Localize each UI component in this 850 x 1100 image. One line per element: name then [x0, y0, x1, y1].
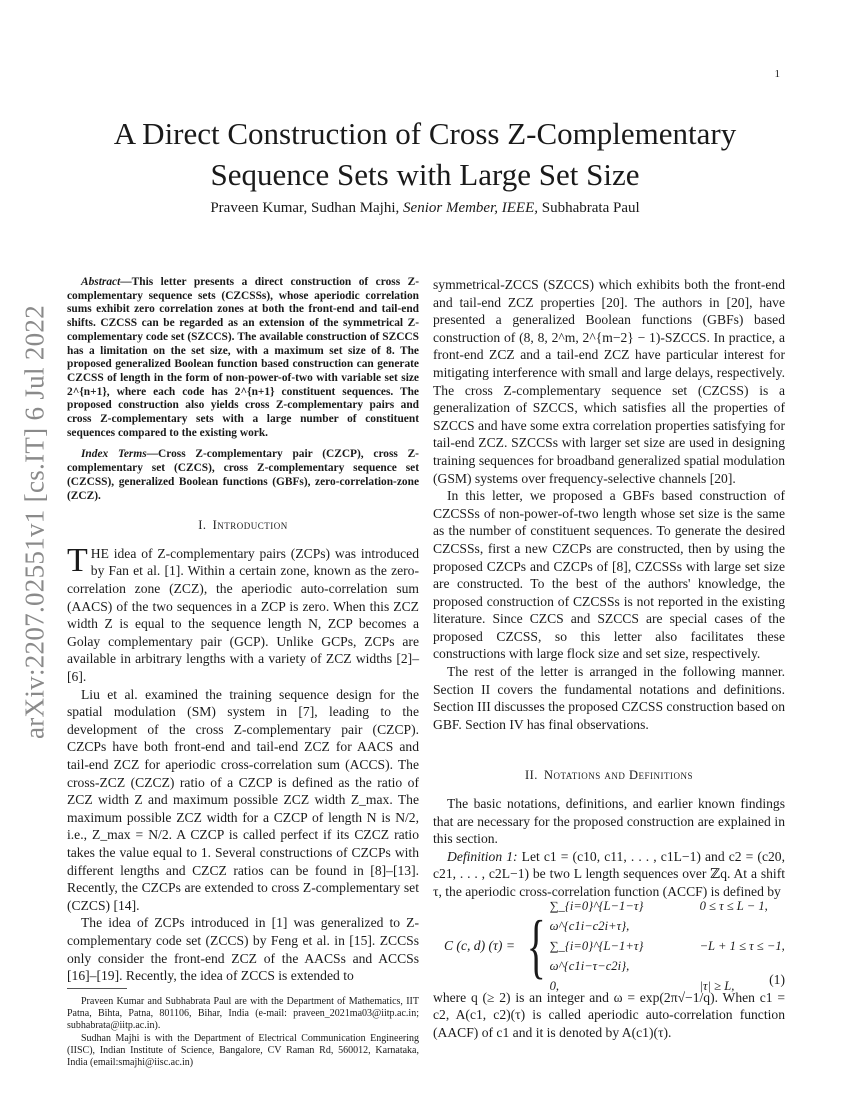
section-heading-introduction [67, 517, 419, 535]
left-column [67, 276, 419, 985]
section-title: Introduction [212, 518, 288, 533]
intro-paragraph-2: Liu et al. examined the training sequence design for the spatial modulation (SM) system in [7], leading to the development of the cross Z-complementary pair (CZCP). CZCPs have both front-end and tail-end ZCZ for AACS and tail-end ZCZ for aperiodic cross-correlation sum (ACCS). The cross-ZCZ (CZCZ) ratio of a CZCP is defined as the ratio of ZCZ width Z and maximum possible ZCZ width Z_max. The maximum possible ZCZ width for a CZCP of length N is N/2, i.e., Z_max = N/2. A CZCP is called perfect if its CZCZ ratio takes the value equal to 1. Several constructions of CZCPs with different lengths and CZCZ ratios can be found in [8]–[13]. Recently, the CZCPs are extended to cross Z-complementary set (CZCS) [14]. [67, 686, 419, 913]
abstract-text: —This letter presents a direct construction of cross Z-complementary sequence sets (CZCSSs), whose aperiodic correlation sums exhibit zero correlation zones at both the front-end and tail-end shifts. CZCSS can be regarded as an extension of the symmetrical Z-complementary code set (SZCCS). The available construction of SZCCS has a limitation on the set size, with a maximum set size of 8. The proposed generalized Boolean function based construction can generate CZCSS of length in the form of non-power-of-two with variable set size 2^{n+1}, where each code has 2^{n+1} constituent sequences. The proposed construction also yields cross Z-complementary pairs and cross Z-complementary sets with a large number of constituent sequences compared to the existing work. [67, 276, 419, 439]
equation-lhs: C (c, d) (τ) = [443, 937, 515, 953]
footnote-2: Sudhan Majhi is with the Department of Electrical Communication Engineering (IISC), Indian Institute of Science, Bangalore, CV Raman Rd, 560012, Karnataka, India (email:smajhi@iisc.ac.in) [67, 1032, 419, 1069]
footnote-1: Praveen Kumar and Subhabrata Paul are with the Department of Mathematics, IIT Patna, Bihta, Patna, 801106, Bihar, India (e-mail: praveen_2021ma03@iitp.ac.in; subhabrata@iitp.ac.in). [67, 996, 419, 1032]
intro-paragraph-5: In this letter, we proposed a GBFs based construction of CZCSSs of non-power-of-two length whose set size is the same as the number of constituent sequences. To generate the desired CZCSSs, first a new CZCPs are constructed, then by using the proposed CZCPs and CZCPs of [8], CZCSSs with large set size are constructed. To the best of the authors' knowledge, the proposed construction of CZCSSs is not reported in the existing literature. Since CZCS and SZCCS are special cases of the proposed CZCSS, so this letter also facilitates these constructions with large flock size and set size, respectively. [433, 488, 785, 662]
equation-case [550, 896, 785, 936]
definition-text: Let c1 = (c10, c11, . . . , c1L−1) and c2 = (c20, c21, . . . , c2L−1) be two L length sequences over ℤq. At a shift τ, the aperiodic cross-correlation function (ACCF) is defined by [433, 848, 785, 899]
definition-lead: Definition 1: [447, 848, 518, 864]
abstract-lead: Abstract [81, 276, 121, 288]
case-expression: ∑_{i=0}^{L−1−τ} ω^{c1i−c2i+τ}, [549, 898, 644, 933]
equation-case [550, 976, 785, 996]
abstract [67, 276, 419, 440]
index-terms-lead: Index Terms [81, 448, 147, 461]
case-expression: ∑_{i=0}^{L−1+τ} ω^{c1i−τ−c2i}, [549, 938, 644, 973]
section-number: II. [524, 768, 538, 783]
footnotes [67, 996, 419, 1069]
case-expression: 0, [549, 978, 560, 993]
intro-paragraph-3: The idea of ZCPs introduced in [1] was generalized to Z-complementary code set (ZCCS) by Feng et al. in [15]. ZCCSs only consider the front-end ZCZ of the AACSs and ACCSs [16]–[19]. Recently, the idea of ZCCS is extended to [67, 915, 419, 984]
notations-paragraph-1: The basic notations, definitions, and earlier known findings that are necessary for the proposed construction are explained in this section. [433, 796, 785, 847]
left-brace-icon: { [526, 905, 546, 986]
equation-1 [433, 898, 785, 993]
arxiv-stamp [8, 292, 62, 752]
intro-paragraph-1 [67, 541, 419, 686]
equation-cases [550, 896, 785, 996]
intro-paragraph-1-text: HE idea of Z-complementary pairs (ZCPs) was introduced by Fan et al. [1]. Within a certain zone, known as the zero-correlation zone (ZCZ), the aperiodic auto-correlation sum (AACS) of the two sequences in a ZCP is zero. When this ZCZ width Z is equal to the sequence length N, ZCP becomes a Golay complementary pair (GCP). Unlike GCPs, ZCPs are available in arbitrary lengths with a variety of ZCZ widths [2]–[6]. [67, 545, 419, 684]
dropcap: T [67, 541, 88, 579]
intro-paragraph-6: The rest of the letter is arranged in the following manner. Section II covers the fundamental notations and definitions. Section III discusses the proposed CZCSS construction based on GBF. Section IV has final observations. [433, 664, 785, 732]
author-affiliation: Senior Member, IEEE, [403, 200, 538, 216]
author-line [70, 200, 780, 217]
notations-paragraph-2: where q (≥ 2) is an integer and ω = exp(2π√−1/q). When c1 = c2, A(c1, c2)(τ) is called aperiodic auto-correlation function (AACF) of c1 and it is denoted by A(c1)(τ). [433, 989, 785, 1040]
definition-1 [433, 848, 785, 901]
page-number: 1 [774, 68, 780, 80]
section-number: I. [198, 518, 207, 533]
case-condition: 0 ≤ τ ≤ L − 1, [699, 898, 768, 913]
intro-paragraph-4: symmetrical-ZCCS (SZCCS) which exhibits both the front-end and tail-end ZCZ properties [20]. The authors in [20], have presented a generalized Boolean functions (GBFs) based construction of (8, 8, 2^m, 2^{m−2} − 1)-SZCCS. In practice, a front-end ZCZ and a tail-end ZCZ have particular interest for mitigating interference with small and large delays, respectively. The cross Z-complementary sequence set (CZCSS) is a generalization of SZCCS, which satisfies all the properties of SZCCS and have some extra correlation properties satisfying for tail-end ZCZ. SZCCSs with larger set size are used in designing training sequences for broadband generalized spatial modulation (GSM) systems over frequency-selective channels [20]. [433, 277, 785, 486]
author-last: Subhabrata Paul [541, 200, 640, 216]
equation-number: (1) [769, 972, 785, 987]
case-condition: |τ| ≥ L, [699, 978, 735, 993]
equation-case [550, 936, 785, 976]
author-names: Praveen Kumar, Sudhan Majhi, [210, 200, 400, 216]
section-heading-notations [433, 767, 785, 785]
footnote-rule [67, 988, 127, 989]
arxiv-stamp-text: arXiv:2207.02551v1 [cs.IT] 6 Jul 2022 [19, 304, 50, 740]
paper-title: A Direct Construction of Cross Z-Complementary Sequence Sets with Large Set Size [113, 116, 737, 192]
index-terms [67, 448, 419, 503]
case-condition: −L + 1 ≤ τ ≤ −1, [699, 938, 785, 953]
section-title: Notations and Definitions [543, 768, 694, 783]
right-column [433, 276, 785, 1041]
index-terms-text: —Cross Z-complementary pair (CZCP), cross Z-complementary set (CZCS), cross Z-complementary sequence set (CZCSS), generalized Boolean functions (GBFs), zero-correlation-zone (ZCZ). [67, 448, 419, 502]
